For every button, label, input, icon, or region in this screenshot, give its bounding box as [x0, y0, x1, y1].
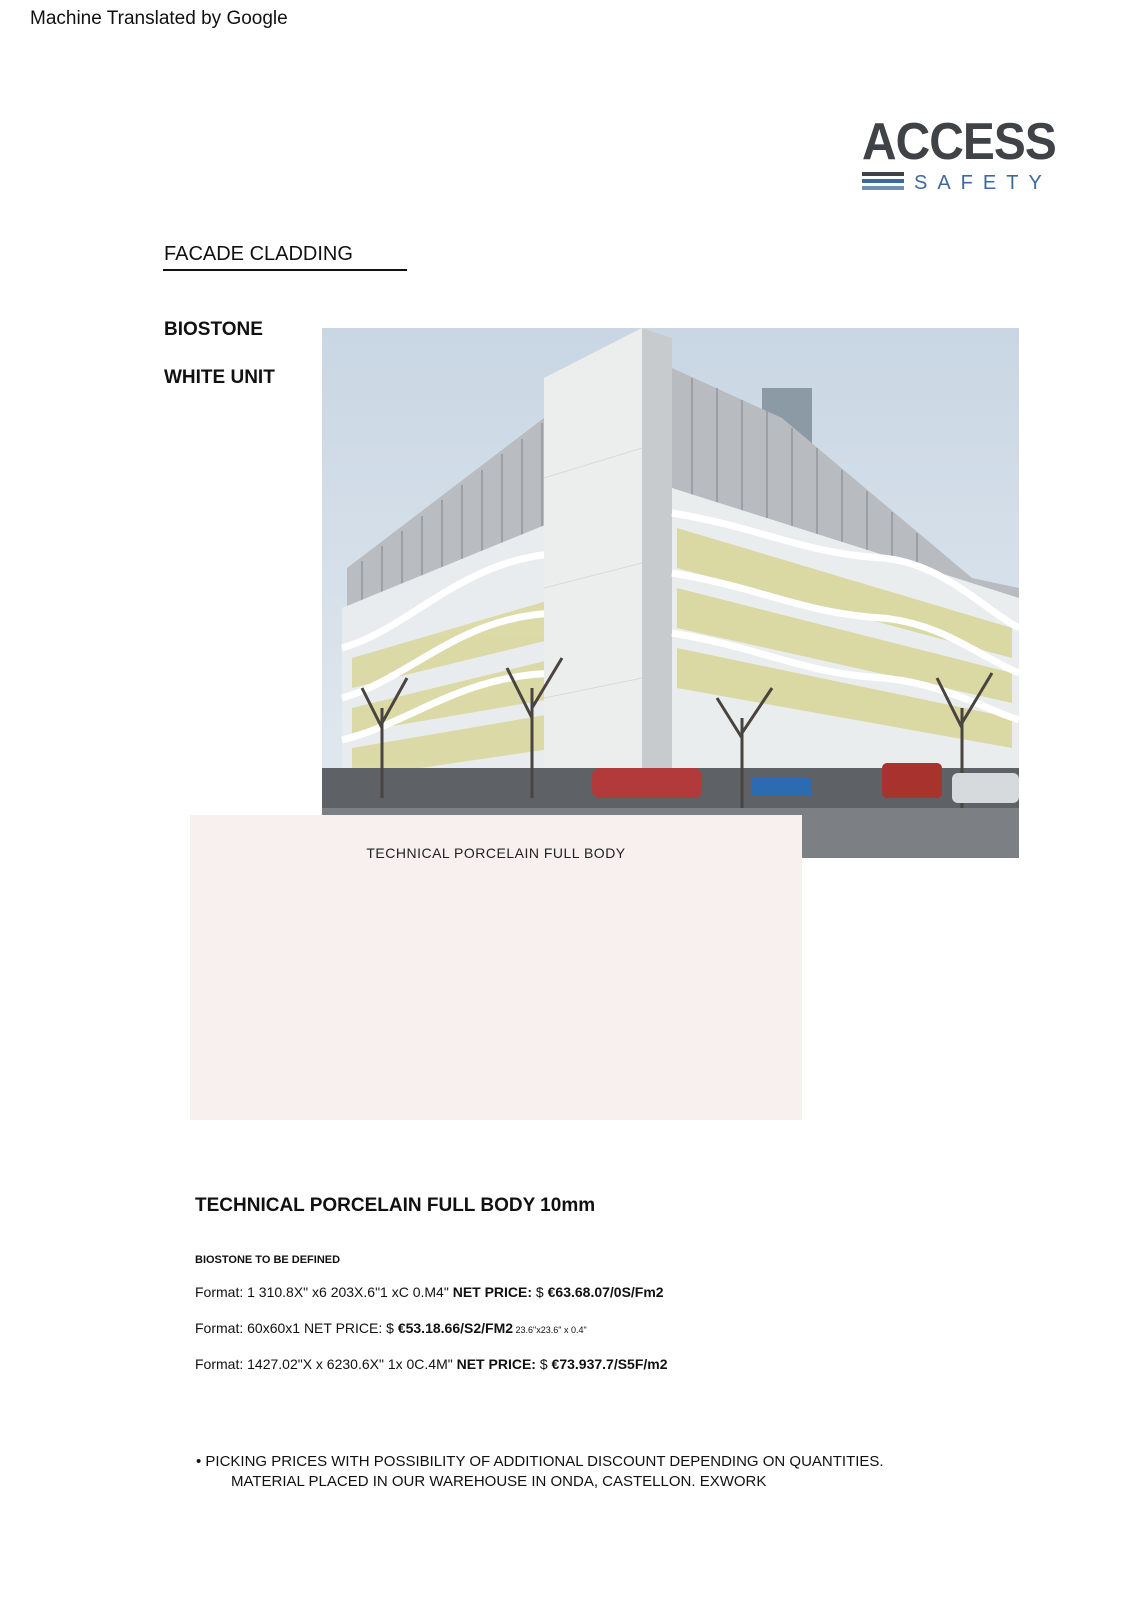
material-swatch [190, 815, 802, 1120]
price-prefix: $ [535, 1356, 552, 1372]
section-title-underline [163, 269, 407, 271]
note-line: MATERIAL PLACED IN OUR WAREHOUSE IN ONDA, CASTELLON. EXWORK [231, 1473, 767, 1490]
section-title: FACADE CLADDING [164, 243, 353, 265]
note-line: • PICKING PRICES WITH POSSIBILITY OF ADDITIONAL DISCOUNT DEPENDING ON QUANTITIES. [196, 1453, 884, 1470]
price-value: €53.18.66/S2/FM2 [397, 1320, 514, 1336]
brand-name: BIOSTONE [164, 319, 263, 340]
logo-bars-icon [862, 172, 904, 194]
format-line [195, 1320, 587, 1336]
format-line [195, 1356, 668, 1372]
format-text: Format: 1 310.8X" x6 203X.6"1 xC 0.M4" [195, 1284, 453, 1300]
variant-name: WHITE UNIT [164, 367, 275, 388]
machine-translation-banner: Machine Translated by Google [30, 8, 288, 29]
format-dimensions: 23.6"x23.6" x 0.4" [513, 1325, 587, 1335]
price-prefix: $ [532, 1284, 548, 1300]
product-subtitle: BIOSTONE TO BE DEFINED [195, 1254, 341, 1266]
swatch-label: TECHNICAL PORCELAIN FULL BODY [366, 845, 626, 861]
building-photo [322, 328, 1019, 858]
logo-wordmark: ACCESS [862, 113, 1056, 171]
price-label: NET PRICE: [452, 1284, 533, 1300]
company-logo [862, 113, 1056, 198]
format-line [195, 1284, 664, 1300]
price-value: €73.937.7/S5F/m2 [551, 1356, 668, 1372]
logo-subtitle: SAFETY [914, 172, 1052, 194]
price-label: NET PRICE: [456, 1356, 536, 1372]
building-illustration [322, 328, 1019, 858]
format-text: Format: 60x60x1 NET PRICE: $ [195, 1320, 398, 1336]
product-title: TECHNICAL PORCELAIN FULL BODY 10mm [195, 1195, 596, 1216]
price-value: €63.68.07/0S/Fm2 [547, 1284, 664, 1300]
format-text: Format: 1427.02"X x 6230.6X" 1x 0C.4M" [195, 1356, 457, 1372]
